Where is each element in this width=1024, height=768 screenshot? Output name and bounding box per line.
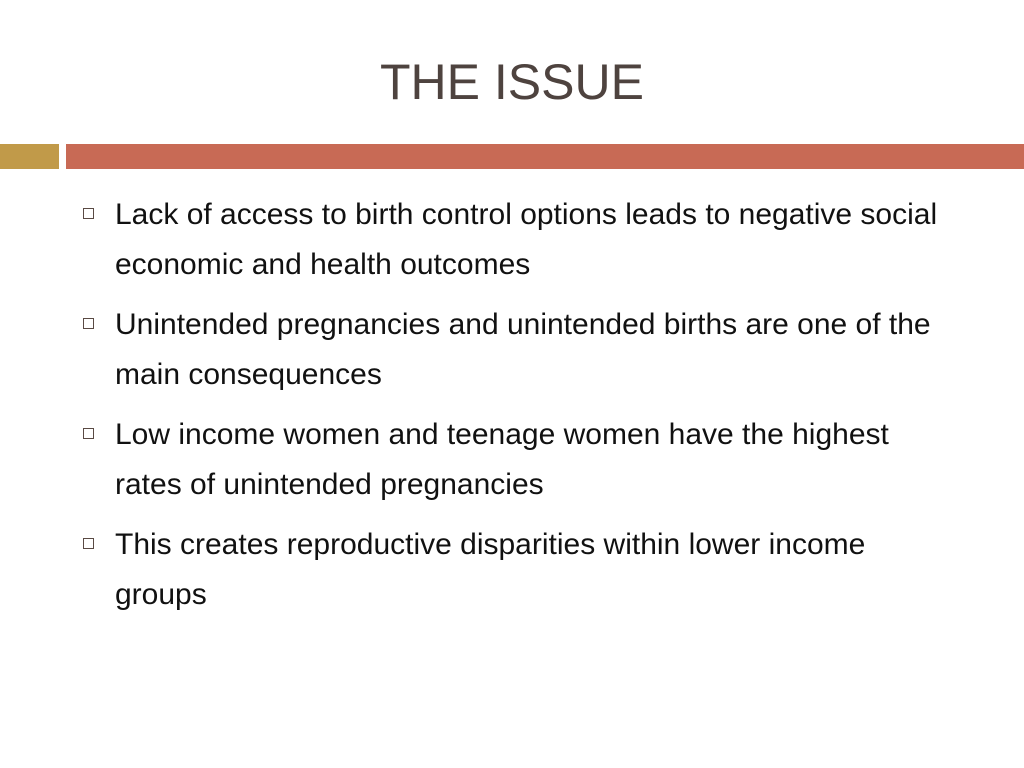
bullet-item (82, 410, 962, 510)
bullet-item (82, 300, 962, 400)
accent-bar-right (66, 144, 1024, 169)
hollow-square-icon (83, 208, 94, 219)
bullet-text: This creates reproductive disparities within lower income groups (115, 528, 866, 611)
slide-title: THE ISSUE (380, 54, 644, 110)
bullet-item (82, 520, 962, 620)
bullet-text: Lack of access to birth control options leads to negative social economic and health outcomes (115, 198, 938, 281)
bullet-text: Low income women and teenage women have the highest rates of unintended pregnancies (115, 418, 889, 501)
hollow-square-icon (83, 428, 94, 439)
hollow-square-icon (83, 318, 94, 329)
bullet-text: Unintended pregnancies and unintended births are one of the main consequences (115, 308, 931, 391)
bullet-list (82, 190, 962, 630)
bullet-item (82, 190, 962, 290)
accent-bar-left (0, 144, 59, 169)
hollow-square-icon (83, 538, 94, 549)
